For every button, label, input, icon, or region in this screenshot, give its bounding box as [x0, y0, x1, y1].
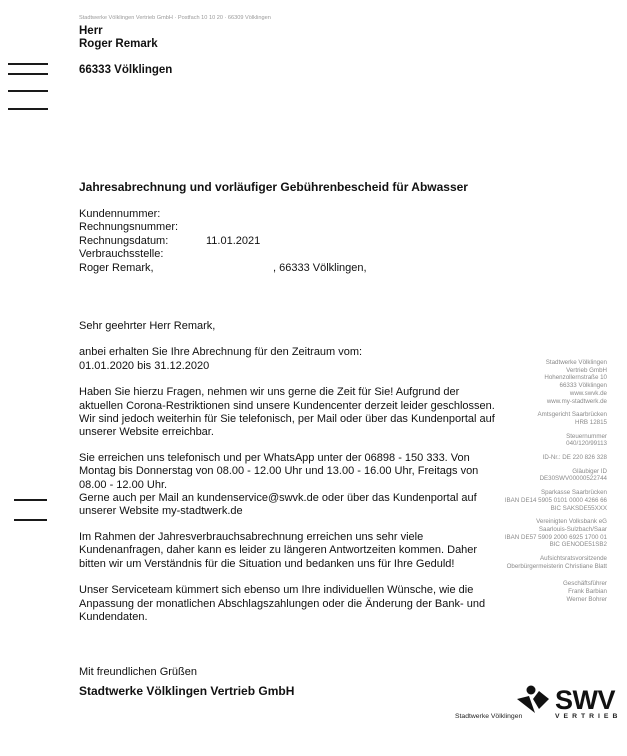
closing: Mit freundlichen Grüßen [79, 666, 197, 678]
logo-brand: SWV [555, 685, 616, 715]
invoice-metadata [79, 208, 367, 275]
company-info-sidebar [467, 359, 607, 610]
letter-body [79, 320, 499, 637]
logo-company: Stadtwerke Völklingen [455, 713, 523, 720]
website-link[interactable]: www.swvk.de [569, 389, 607, 397]
supervisory-board: Aufsichtsratsvorsitzende Oberbürgermeisterin Christiane Blatt [506, 555, 607, 570]
customer-number-label: Kundennummer: [79, 208, 161, 220]
period-intro: anbei erhalten Sie Ihre Abrechnung für den Zeitraum vom: [79, 346, 363, 359]
portal-link[interactable]: www.my-stadtwerk.de [546, 397, 607, 405]
response-time-paragraph: Im Rahmen der Jahresverbrauchsabrechnung erreichen uns sehr viele Kundenanfragen, daher kann es leider zu längeren Antwortzeiten kommen. Daher bitten wir um Verständnis für die Situation und bedanken uns für Ihre Geduld! [79, 530, 478, 570]
invoice-number-label: Rechnungsnummer: [79, 221, 179, 234]
fold-mark [8, 63, 48, 65]
signature: Stadtwerke Völklingen Vertrieb GmbH [79, 684, 295, 698]
recipient-city: 66333 Völklingen [79, 64, 173, 76]
contact-hours-paragraph: Sie erreichen uns telefonisch und per WhatsApp unter der 06898 - 150 333. Von Montag bis Donnerstag von 08.00 - 12.00 Uhr und 13.00 - 16.00 Uhr, Freitags von 08.00 - 12.00 Uhr. [79, 451, 479, 491]
document-title: Jahresabrechnung und vorläufiger Gebührenbescheid für Abwasser [79, 180, 468, 194]
invoice-date-label: Rechnungsdatum: [79, 234, 169, 247]
billing-period: 01.01.2020 bis 31.12.2020 [79, 359, 210, 372]
company-address: Stadtwerke Völklingen Vertrieb GmbH Hohenzollernstraße 10 66333 Völklingen www.swvk.de www.my-stadtwerk.de [467, 359, 607, 405]
fold-mark [14, 519, 47, 521]
court-registration: Amtsgericht Saarbrücken HRB 12815 [537, 411, 607, 426]
bank-volksbank: Vereinigten Volksbank eG Saarlouis-Sulzbach/Saar IBAN DE57 5909 2000 6925 1700 01 BIC GENODE51SB2 [504, 518, 607, 549]
invoice-date-value: 11.01.2021 [206, 234, 261, 247]
creditor-id: Gläubiger ID DE30SWV00000522744 [539, 467, 607, 483]
fold-mark [8, 73, 48, 75]
questions-paragraph: Haben Sie hierzu Fragen, nehmen wir uns gerne die Zeit für Sie! Aufgrund der aktuellen Corona-Restriktionen sind unsere Kundencenter derzeit leider geschlossen. [79, 386, 495, 412]
service-paragraph: Unser Serviceteam kümmert sich ebenso um Ihre individuellen Wünsche, wie die Anpassung der monatlichen Abschlagszahlungen oder die Änderung der Bank- und Kundendaten. [79, 584, 486, 623]
tax-number: Steuernummer 040/120/99113 [566, 432, 607, 448]
logo-division: VERTRIEB [555, 713, 622, 720]
vat-id: ID-Nr.: DE 220 826 328 [542, 454, 607, 462]
recipient-address [79, 25, 172, 77]
recipient-name: Roger Remark [79, 38, 158, 50]
consumption-point-name: Roger Remark, [79, 261, 154, 274]
consumption-point-label: Verbrauchsstelle: [79, 248, 164, 261]
swv-figure-icon [513, 685, 553, 715]
fold-mark [8, 108, 48, 110]
fold-mark [14, 499, 47, 501]
management: Geschäftsführer Frank Barbian Werner Bohrer [562, 580, 607, 603]
fold-mark [8, 90, 48, 92]
contact-email-paragraph: Gerne auch per Mail an kundenservice@swvk.de oder über das Kundenportal auf unserer Website my-stadtwerk.de [79, 492, 477, 518]
sender-address-line: Stadtwerke Völklingen Vertrieb GmbH · Postfach 10 10 20 · 66309 Völklingen [79, 15, 271, 21]
bank-sparkasse: Sparkasse Saarbrücken IBAN DE14 5905 0101 0000 4266 66 BIC SAKSDE55XXX [504, 489, 607, 512]
greeting: Sehr geehrter Herr Remark, [79, 320, 216, 332]
company-logo [455, 685, 622, 725]
recipient-salutation: Herr [79, 25, 103, 37]
reachability-paragraph: Wir sind jedoch weiterhin für Sie telefonisch, per Mail oder über das Kundenportal auf unserer Website erreichbar. [79, 413, 495, 439]
consumption-point-city: , 66333 Völklingen, [273, 261, 367, 274]
